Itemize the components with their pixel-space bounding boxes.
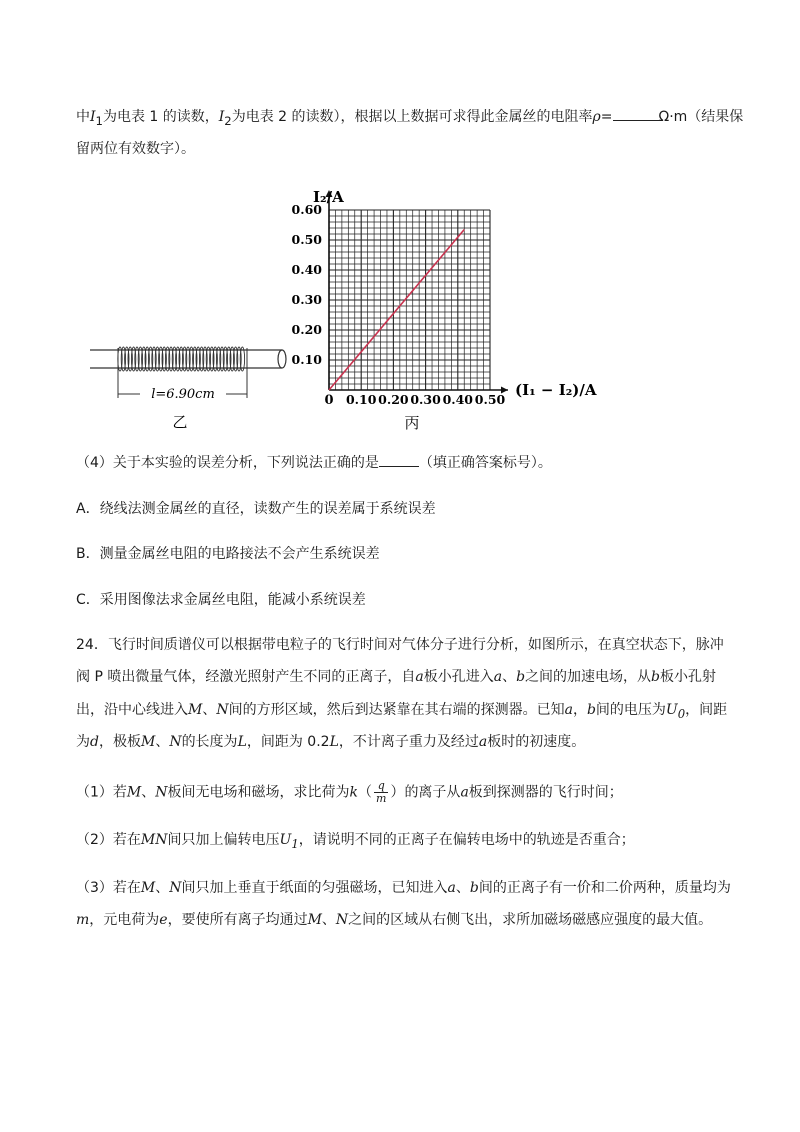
subscript: 2 — [224, 113, 232, 128]
x-tick-label: 0.50 — [474, 392, 506, 407]
symbol-M: M — [140, 880, 156, 896]
symbol-M: M — [307, 912, 322, 928]
text: ，极板 — [98, 734, 141, 750]
text: 的长度为 — [181, 734, 238, 750]
y-tick-label: 0.50 — [291, 232, 322, 247]
text: 板间无电场和磁场，求比荷为 — [167, 784, 350, 801]
text: 、 — [155, 734, 170, 750]
figure-bing-chart — [292, 188, 597, 432]
numerator: q — [374, 780, 388, 793]
symbol-a: a — [493, 669, 503, 685]
y-tick-label: 0.10 — [291, 352, 322, 367]
symbol-a: a — [478, 734, 488, 750]
q4-option-c: C．采用图像法求金属丝电阻，能减小系统误差 — [76, 592, 366, 608]
text: 板小孔进入 — [423, 669, 494, 685]
symbol-d: d — [90, 734, 99, 750]
denominator: m — [376, 792, 387, 805]
text: 板时的初速度。 — [487, 734, 586, 750]
symbol-N: N — [335, 912, 349, 928]
text: 出，沿中心线进入 — [76, 702, 188, 718]
text: 的离子从 — [404, 784, 461, 801]
text: 之间的区域从右侧飞出，求所加磁场磁感应强度的最大值。 — [348, 912, 713, 928]
symbol-a: a — [564, 702, 573, 718]
text: 、 — [455, 880, 470, 896]
symbol-a: a — [447, 880, 456, 896]
x-tick-label: 0.10 — [345, 392, 377, 407]
x-axis-label: (I₁ − I₂)/A — [515, 381, 597, 399]
chart-grid — [329, 210, 490, 390]
symbol-m: m — [76, 912, 90, 928]
y-tick-label: 0.40 — [291, 262, 322, 277]
text: （2）若在 — [76, 832, 141, 848]
symbol-a: a — [460, 784, 469, 801]
q4-stem — [76, 452, 552, 472]
symbol-M: M — [126, 784, 142, 801]
symbol-M: M — [188, 702, 203, 718]
y-tick-label: 0.30 — [291, 292, 322, 307]
q24-line-4 — [76, 731, 585, 751]
unit-text: Ω·m（结果保 — [658, 109, 744, 125]
text: 为电表 1 的读数， — [102, 109, 219, 125]
text: ，要使所有离子均通过 — [167, 912, 308, 928]
text: 之间的加速电场，从 — [525, 669, 652, 685]
symbol-L: L — [329, 734, 339, 750]
text: （1）若 — [76, 784, 127, 801]
q24-line-3 — [76, 699, 727, 721]
text: （填正确答案标号）。 — [418, 455, 552, 471]
symbol-I2: I — [218, 109, 225, 125]
chart-axes — [326, 190, 509, 394]
symbol-N: N — [169, 734, 182, 750]
text: 间的电压为 — [595, 702, 666, 718]
symbol-MN: MN — [140, 832, 168, 848]
text: 为电表 2 的读数），根据以上数据可求得此金属丝的电阻率 — [231, 109, 593, 125]
answer-blank-q4[interactable] — [379, 454, 419, 467]
symbol-N: N — [216, 702, 229, 718]
text: ） — [390, 784, 405, 801]
origin-label: 0 — [324, 393, 334, 408]
symbol-k: k — [349, 784, 358, 801]
symbol-b: b — [469, 880, 479, 896]
q24-sub-3-line-1 — [76, 877, 731, 897]
x-tick-label: 0.30 — [410, 392, 441, 407]
text: 间的正离子有一价和二价两种，质量均为 — [478, 880, 731, 896]
text: ，不计离子重力及经过 — [338, 734, 479, 750]
text: 阀 P 喷出微量气体，经激光照射产生不同的正离子，自 — [76, 669, 416, 685]
y-tick-label: 0.60 — [291, 202, 322, 217]
rod-end — [278, 350, 286, 368]
q24-sub-1 — [76, 780, 623, 805]
q4-option-b: B．测量金属丝电阻的电路接法不会产生系统误差 — [76, 546, 380, 562]
text: 、 — [155, 880, 170, 896]
q24-line-1: 24．飞行时间质谱仪可以根据带电粒子的飞行时间对气体分子进行分析，如图所示，在真空状态下，脉冲 — [76, 637, 724, 653]
text: 间只加上偏转电压 — [167, 832, 280, 848]
text: ， — [572, 702, 587, 718]
text: ，元电荷为 — [89, 912, 160, 928]
text: 为 — [76, 734, 90, 750]
q24-sub-2 — [76, 829, 635, 851]
x-tick-label: 0.20 — [378, 392, 409, 407]
text: 间只加上垂直于纸面的匀强磁场，已知进入 — [181, 880, 448, 896]
symbol-rho: ρ — [592, 109, 601, 125]
equals: = — [600, 109, 613, 125]
x-tick-label: 0.40 — [442, 392, 474, 407]
symbol-N: N — [155, 784, 168, 801]
top-line-2: 留两位有效数字）。 — [76, 141, 195, 157]
text: ，间距 — [685, 702, 728, 718]
symbol-U1: U — [279, 832, 292, 848]
q4-option-a: A．绕线法测金属丝的直径，读数产生的误差属于系统误差 — [76, 501, 436, 517]
symbol-U0: U — [665, 702, 678, 718]
symbol-e: e — [159, 912, 168, 928]
symbol-L: L — [237, 734, 247, 750]
text: 、 — [502, 669, 517, 685]
symbol-b: b — [651, 669, 660, 685]
symbol-I1: I — [90, 109, 96, 125]
length-label: l=6.90cm — [151, 387, 215, 402]
subscript: 1 — [95, 113, 103, 128]
text: （4）关于本实验的误差分析，下列说法正确的是 — [76, 455, 379, 471]
figures — [0, 180, 800, 440]
text: 板小孔射 — [660, 669, 716, 685]
caption-yi: 乙 — [172, 413, 188, 431]
symbol-M: M — [140, 734, 156, 750]
text: 、 — [321, 912, 336, 928]
text: 间的方形区域，然后到达紧靠在其右端的探测器。已知 — [228, 702, 565, 718]
text: 、 — [202, 702, 217, 718]
fraction-q-over-m — [374, 780, 388, 805]
subscript: 1 — [291, 836, 299, 851]
q24-sub-3-line-2 — [76, 909, 712, 929]
text: （3）若在 — [76, 880, 141, 896]
y-axis-label: I₂/A — [313, 188, 344, 206]
subscript: 0 — [677, 706, 686, 721]
symbol-N: N — [169, 880, 182, 896]
text: 中 — [76, 109, 90, 125]
q24-line-2 — [76, 666, 716, 686]
answer-blank-rho[interactable] — [613, 108, 659, 121]
y-tick-label: 0.20 — [291, 322, 322, 337]
text: 、 — [141, 784, 156, 801]
top-line-1 — [76, 106, 743, 128]
figure-yi-coil — [90, 347, 286, 431]
symbol-a: a — [415, 669, 424, 685]
symbol-b: b — [516, 669, 526, 685]
text: 板到探测器的飞行时间； — [468, 784, 623, 801]
caption-bing: 丙 — [404, 414, 420, 432]
text: ，间距为 0.2 — [246, 734, 330, 750]
text: （ — [358, 784, 372, 801]
text: ，请说明不同的正离子在偏转电场中的轨迹是否重合； — [298, 832, 635, 848]
chart-ticks — [292, 202, 506, 407]
symbol-b: b — [586, 702, 596, 718]
